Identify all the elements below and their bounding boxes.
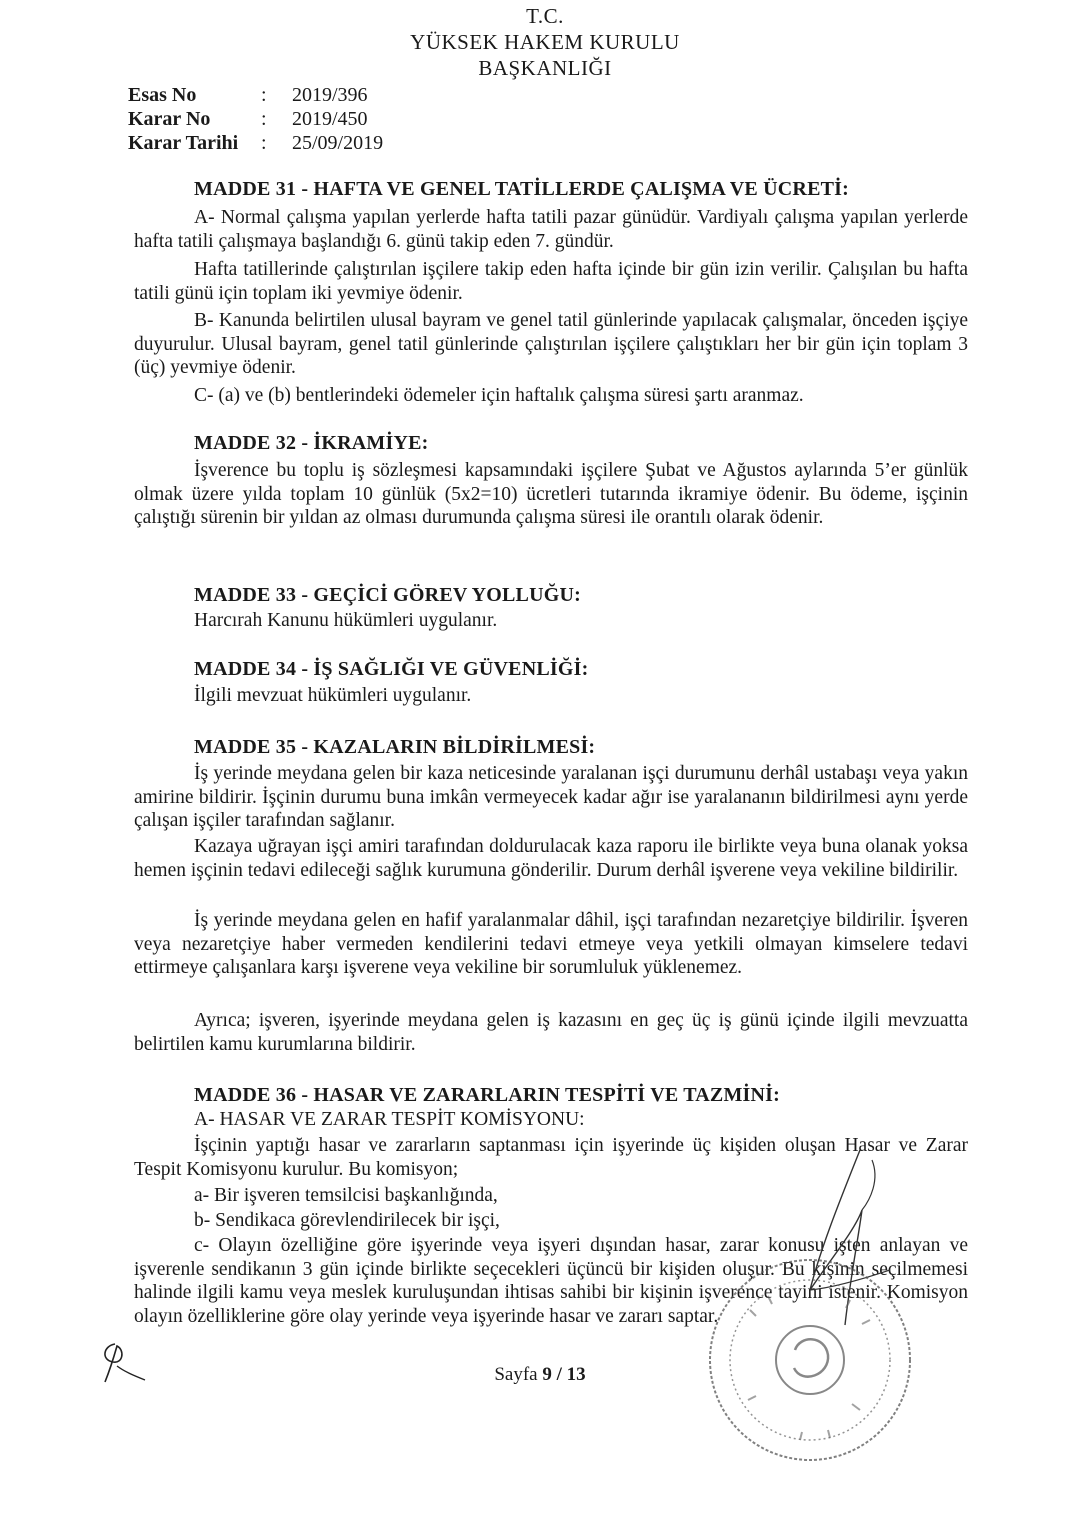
madde-36-subtitle: A- HASAR VE ZARAR TESPİT KOMİSYONU:: [194, 1109, 585, 1130]
footer-page-number: 9 / 13: [542, 1364, 586, 1385]
meta-sep: :: [261, 108, 267, 130]
madde-31-p4: C- (a) ve (b) bentlerindeki ödemeler için haftalık çalışma süresi şartı aranmaz.: [194, 385, 804, 406]
madde-35-p4: Ayrıca; işveren, işyerinde meydana gelen iş kazasını en geç üç iş günü içinde ilgili mevzuatta belirtilen kamu kurumlarına bildirir.: [134, 1010, 968, 1055]
madde-36-item-a: a- Bir işveren temsilcisi başkanlığında,: [194, 1185, 498, 1206]
madde-31-title: MADDE 31 - HAFTA VE GENEL TATİLLERDE ÇALIŞMA VE ÜCRETİ:: [194, 178, 850, 200]
meta-sep: :: [261, 132, 267, 154]
header-department: BAŞKANLIĞI: [478, 56, 612, 80]
madde-32-title: MADDE 32 - İKRAMİYE:: [194, 432, 429, 454]
header-institution: YÜKSEK HAKEM KURULU: [410, 30, 680, 54]
meta-key: Karar No: [128, 108, 211, 130]
footer-label: Sayfa: [494, 1364, 538, 1385]
madde-35-title: MADDE 35 - KAZALARIN BİLDİRİLMESİ:: [194, 736, 596, 758]
madde-33-p1: Harcırah Kanunu hükümleri uygulanır.: [194, 610, 498, 631]
madde-34-p1: İlgili mevzuat hükümleri uygulanır.: [194, 685, 472, 706]
madde-35-p3: İş yerinde meydana gelen en hafif yaralanmalar dâhil, işçi tarafından nezaretçiye bildirilir. İşveren veya nezaretçiye haber vermeden kendilerini tedavi etmeye veya yetkili olmayan kimselere tedavi ettirmeye çalışanlara karşı işverene veya vekiline bir sorumluluk yüklenemez.: [134, 910, 968, 978]
madde-33-title: MADDE 33 - GEÇİCİ GÖREV YOLLUĞU:: [194, 584, 581, 606]
madde-31-p1: A- Normal çalışma yapılan yerlerde hafta tatili pazar günüdür. Vardiyalı çalışma yapılan yerlerde hafta tatili çalışmaya başlandığı 6. günü takip eden 7. gündür.: [134, 207, 968, 252]
meta-value: 2019/450: [292, 108, 368, 130]
initials-mark: [95, 1336, 150, 1386]
madde-31-p3: B- Kanunda belirtilen ulusal bayram ve genel tatil günlerinde yapılacak çalışmalar, önceden işçiye duyurulur. Ulusal bayram, genel tatil günlerinde çalıştırılan işçilere çalıştıkları her bir gün için toplam 3 (üç) yevmiye ödenir.: [134, 310, 968, 378]
madde-36-item-c: c- Olayın özelliğine göre işyerinde veya işyeri dışından hasar, zarar konusu işten anlayan ve işverenle sendikanın 3 gün içinde birlikte seçecekleri üçüncü bir kişiden oluşur. Bu kişinin seçilmemesi halinde ilgili kamu veya meslek kuruluşundan ihtisas sahibi bir kişinin işverence tayini istenir. Komisyon olayın özelliklerine göre olay yerinde veya işyerinde hasar ve zararı saptar.: [134, 1235, 968, 1327]
meta-sep: :: [261, 84, 267, 106]
official-stamp: [690, 1240, 930, 1480]
meta-value: 2019/396: [292, 84, 368, 106]
header-tc: T.C.: [526, 4, 564, 28]
meta-key: Karar Tarihi: [128, 132, 239, 154]
madde-36-title: MADDE 36 - HASAR VE ZARARLARIN TESPİTİ VE TAZMİNİ:: [194, 1084, 781, 1106]
madde-36-item-b: b- Sendikaca görevlendirilecek bir işçi,: [194, 1210, 500, 1231]
madde-35-p2: Kazaya uğrayan işçi amiri tarafından doldurulacak kaza raporu ile birlikte veya buna olanak yoksa hemen işçinin tedavi edileceği sağlık kurumuna gönderilir. Durum derhâl işverene veya vekiline bildirilir.: [134, 836, 968, 881]
madde-36-p1: İşçinin yaptığı hasar ve zararların saptanması için işyerinde üç kişiden oluşan Hasar ve Zarar Tespit Komisyonu kurulur. Bu komisyon;: [134, 1135, 968, 1180]
meta-key: Esas No: [128, 84, 197, 106]
madde-34-title: MADDE 34 - İŞ SAĞLIĞI VE GÜVENLİĞİ:: [194, 658, 589, 680]
madde-31-p2: Hafta tatillerinde çalıştırılan işçilere takip eden hafta içinde bir gün izin verilir. Çalışılan bu hafta tatili günü için toplam iki yevmiye ödenir.: [134, 259, 968, 304]
madde-35-p1: İş yerinde meydana gelen bir kaza neticesinde yaralanan işçi durumunu derhâl ustabaşı veya yakın amirine bildirir. İşçinin durumu buna imkân vermeyecek kadar ağır ise yaralananın bildirilmesi aynı yerde çalışan işçiler tarafından sağlanır.: [134, 763, 968, 831]
madde-32-p1: İşverence bu toplu iş sözleşmesi kapsamındaki işçilere Şubat ve Ağustos aylarında 5’er günlük olmak üzere yılda toplam 10 günlük (5x2=10) ücretleri tutarında ikramiye ödenir. Bu ödeme, işçinin çalıştığı sürenin bir yıldan az olması durumunda çalışma süresi ile orantılı olarak ödenir.: [134, 460, 968, 528]
meta-value: 25/09/2019: [292, 132, 384, 154]
